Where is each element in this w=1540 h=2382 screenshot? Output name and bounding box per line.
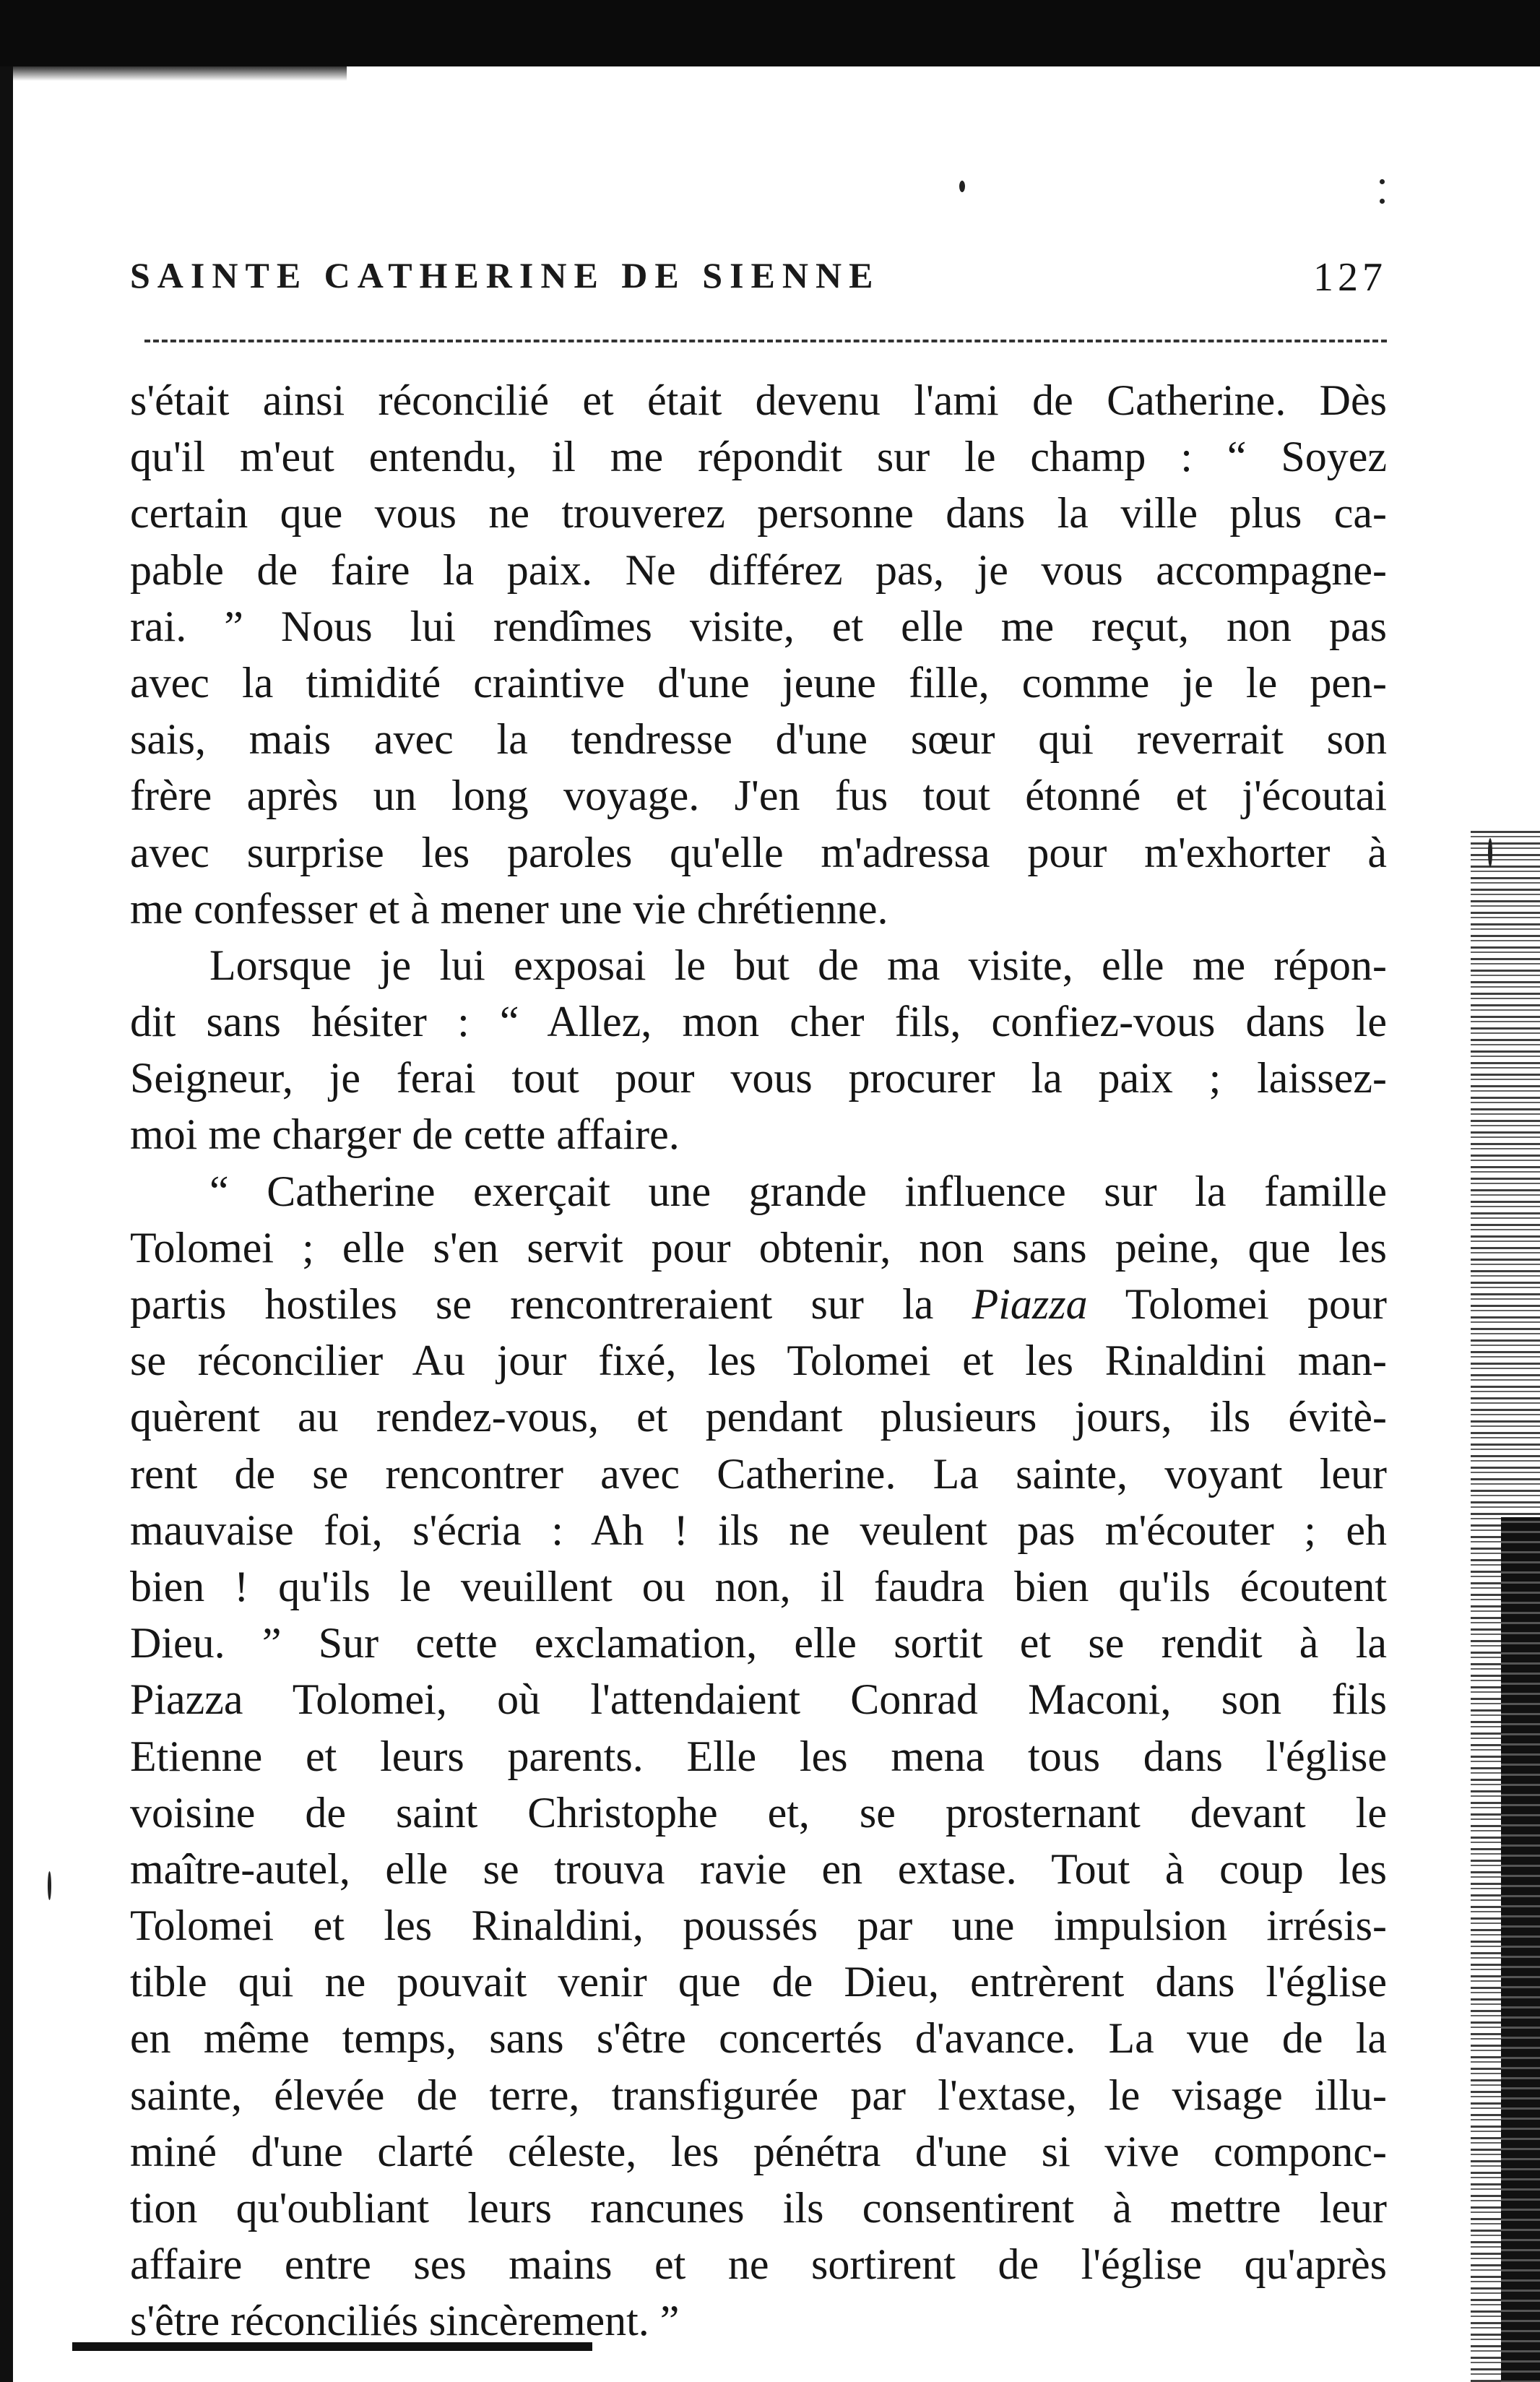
paragraph: [130, 937, 1387, 1163]
text-line: tion qu'oubliant leurs rancunes ils consentirent à mettre leur: [130, 2184, 1387, 2232]
text-line: mauvaise foi, s'écria : Ah ! ils ne veulent pas m'écouter ; eh: [130, 1506, 1387, 1554]
text-line: frère après un long voyage. J'en fus tout étonné et j'écoutai: [130, 772, 1387, 820]
scan-speck: [1380, 179, 1385, 184]
text-line: Etienne et leurs parents. Elle les mena tous dans l'église: [130, 1732, 1387, 1780]
text-line: s'était ainsi réconcilié et était devenu l'ami de Catherine. Dès: [130, 376, 1387, 424]
text-line: sainte, élevée de terre, transfigurée par l'extase, le visage illu-: [130, 2071, 1387, 2119]
text-line: qu'il m'eut entendu, il me répondit sur le champ : “ Soyez: [130, 433, 1387, 481]
text-line: avec surprise les paroles qu'elle m'adressa pour m'exhorter à: [130, 828, 1387, 876]
page-number: 127: [1313, 255, 1387, 300]
scan-speck: [959, 181, 965, 192]
text-line: Piazza Tolomei, où l'attendaient Conrad Maconi, son fils: [130, 1675, 1387, 1724]
paragraph: [130, 372, 1387, 937]
text-line: Seigneur, je ferai tout pour vous procurer la paix ; laissez-: [130, 1054, 1387, 1102]
text-line: moi me charger de cette affaire.: [130, 1110, 680, 1159]
scan-right-margin-dark-noise: [1501, 1517, 1540, 2382]
text-line: miné d'une clarté céleste, les pénétra d'une si vive componc-: [130, 2127, 1387, 2175]
text-line: en même temps, sans s'être concertés d'avance. La vue de la: [130, 2014, 1387, 2063]
text-line: avec la timidité craintive d'une jeune fille, comme je le pen-: [130, 658, 1387, 707]
scan-speck: [1488, 838, 1492, 867]
text-line: certain que vous ne trouverez personne dans la ville plus ca-: [130, 489, 1387, 538]
text-line: Tolomei et les Rinaldini, poussés par une impulsion irrésis-: [130, 1902, 1387, 1950]
text-line: rai. ” Nous lui rendîmes visite, et elle me reçut, non pas: [130, 602, 1387, 650]
text-line: pable de faire la paix. Ne différez pas, je vous accompagne-: [130, 545, 1387, 594]
text-line: Tolomei ; elle s'en servit pour obtenir, non sans peine, que les: [130, 1223, 1387, 1272]
text-line: se réconcilier Au jour fixé, les Tolomei et les Rinaldini man-: [130, 1337, 1387, 1385]
text-line: me confesser et à mener une vie chrétienne.: [130, 884, 888, 933]
text-line: quèrent au rendez-vous, et pendant plusieurs jours, ils évitè-: [130, 1393, 1387, 1441]
text-line: dit sans hésiter : “ Allez, mon cher fils, confiez-vous dans le: [130, 998, 1387, 1046]
header-rule: [144, 340, 1387, 342]
body-text: [130, 372, 1387, 2349]
text-line: affaire entre ses mains et ne sortirent de l'église qu'après: [130, 2240, 1387, 2289]
text-line: voisine de saint Christophe et, se prosternant devant le: [130, 1788, 1387, 1837]
scan-speck: [48, 1871, 51, 1900]
text-line: rent de se rencontrer avec Catherine. La sainte, voyant leur: [130, 1449, 1387, 1498]
text-line: “ Catherine exerçait une grande influence sur la famille: [209, 1167, 1387, 1215]
text-line: bien ! qu'ils le veuillent ou non, il faudra bien qu'ils écoutent: [130, 1562, 1387, 1610]
text-line: Dieu. ” Sur cette exclamation, elle sortit et se rendit à la: [130, 1619, 1387, 1667]
paragraph: [130, 1163, 1387, 2349]
scan-speck: [1380, 199, 1385, 204]
running-head: [130, 254, 1387, 312]
scan-top-shadow: [0, 66, 347, 81]
text-line: maître-autel, elle se trouva ravie en extase. Tout à coup les: [130, 1844, 1387, 1893]
text-line: Lorsque je lui exposai le but de ma visite, elle me répon-: [209, 941, 1387, 989]
scan-left-border: [0, 66, 13, 2382]
text-line: s'être réconciliés sincèrement. ”: [130, 2297, 680, 2345]
running-title: SAINTE CATHERINE DE SIENNE: [130, 255, 881, 295]
text-line: tible qui ne pouvait venir que de Dieu, entrèrent dans l'église: [130, 1958, 1387, 2006]
text-line: partis hostiles se rencontreraient sur la Piazza Tolomei pour: [130, 1280, 1387, 1328]
scan-top-border: [0, 0, 1540, 66]
text-line: sais, mais avec la tendresse d'une sœur qui reverrait son: [130, 715, 1387, 764]
